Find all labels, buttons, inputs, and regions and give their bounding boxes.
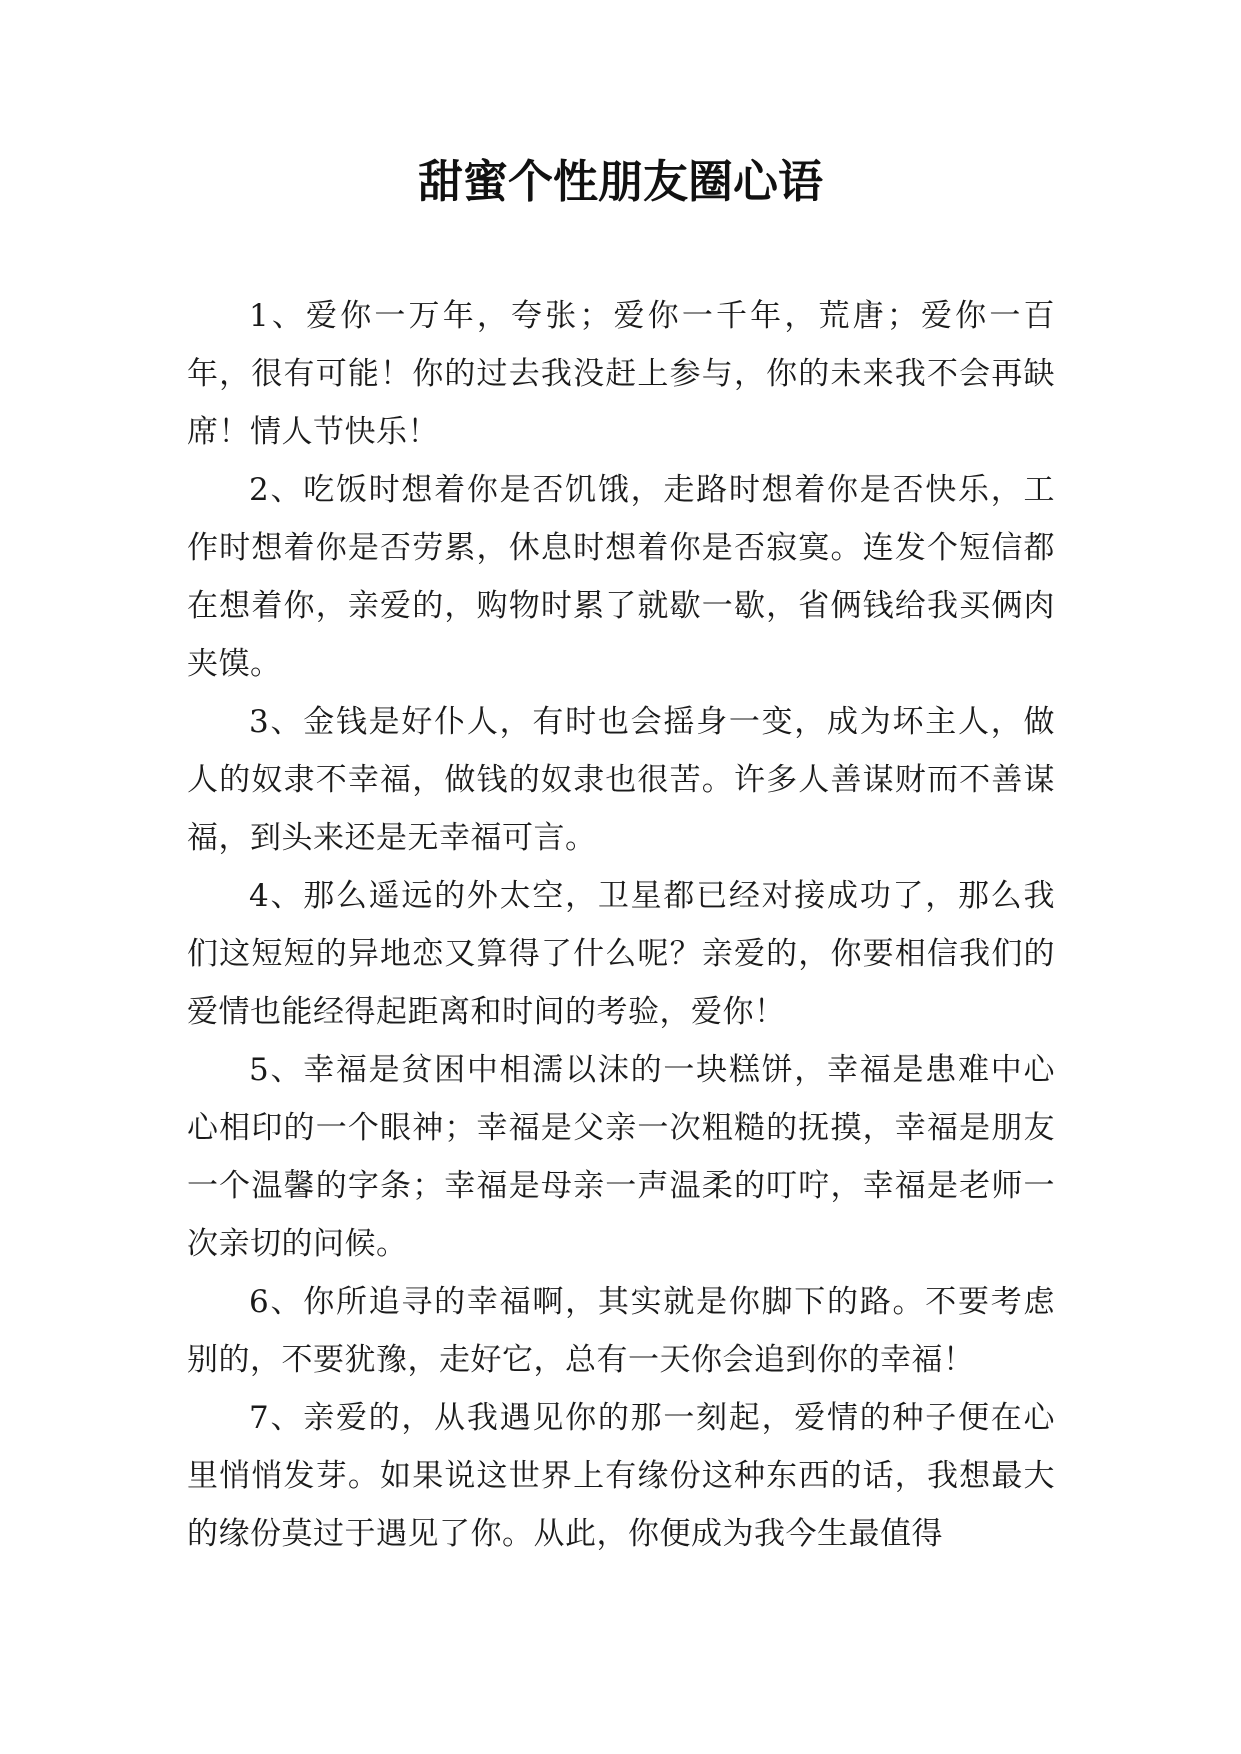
document-body (187, 287, 1055, 1563)
paragraph-5: 5、幸福是贫困中相濡以沫的一块糕饼，幸福是患难中心心相印的一个眼神；幸福是父亲一次粗糙的抚摸，幸福是朋友一个温馨的字条；幸福是母亲一声温柔的叮咛，幸福是老师一次亲切的问候。 (187, 1052, 1055, 1262)
paragraph-4: 4、那么遥远的外太空，卫星都已经对接成功了，那么我们这短短的异地恋又算得了什么呢？亲爱的，你要相信我们的爱情也能经得起距离和时间的考验，爱你！ (187, 878, 1055, 1030)
page-title: 甜蜜个性朋友圈心语 (417, 155, 823, 208)
paragraph-6: 6、你所追寻的幸福啊，其实就是你脚下的路。不要考虑别的，不要犹豫，走好它，总有一天你会追到你的幸福！ (187, 1284, 1055, 1378)
paragraph-1: 1、爱你一万年，夸张；爱你一千年，荒唐；爱你一百年，很有可能！你的过去我没赶上参与，你的未来我不会再缺席！情人节快乐！ (187, 298, 1055, 450)
paragraph-2: 2、吃饭时想着你是否饥饿，走路时想着你是否快乐，工作时想着你是否劳累，休息时想着你是否寂寞。连发个短信都在想着你，亲爱的，购物时累了就歇一歇，省俩钱给我买俩肉夹馍。 (187, 472, 1055, 682)
paragraph-3: 3、金钱是好仆人，有时也会摇身一变，成为坏主人，做人的奴隶不幸福，做钱的奴隶也很苦。许多人善谋财而不善谋福，到头来还是无幸福可言。 (187, 704, 1055, 856)
paragraph-7: 7、亲爱的，从我遇见你的那一刻起，爱情的种子便在心里悄悄发芽。如果说这世界上有缘份这种东西的话，我想最大的缘份莫过于遇见了你。从此，你便成为我今生最值得 (187, 1400, 1055, 1552)
